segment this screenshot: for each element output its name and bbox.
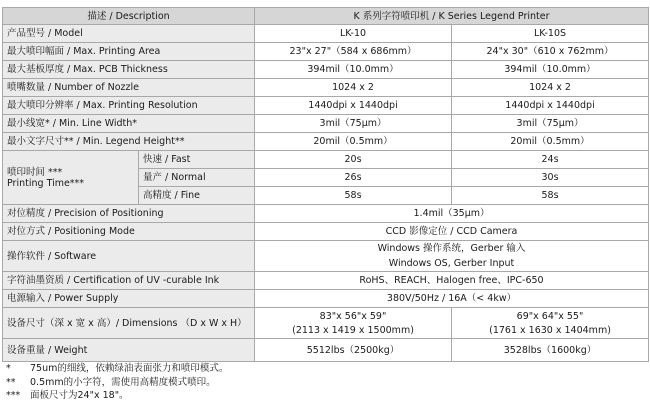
printing-time-label-en: Printing Time*** bbox=[7, 177, 85, 189]
cell-value: 23"x 27"（584 x 686mm） bbox=[255, 43, 452, 61]
table-row bbox=[3, 25, 649, 43]
cell-value: 1024 x 2 bbox=[255, 79, 452, 97]
cell-value: LK-10 bbox=[255, 25, 452, 43]
cell-value: 3mil（75μm） bbox=[255, 115, 452, 133]
sub-label: 高精度 / Fine bbox=[139, 187, 255, 205]
cell-value: 380V/50Hz / 16A（< 4kw） bbox=[255, 290, 649, 308]
printing-time-label-cn: 喷印时间 *** bbox=[7, 166, 63, 178]
cell-value: 24"x 30"（610 x 762mm） bbox=[452, 43, 649, 61]
table-row bbox=[3, 61, 649, 79]
cell-value: 394mil（10.0mm） bbox=[255, 61, 452, 79]
row-label: 喷嘴数量 / Number of Nozzle bbox=[3, 79, 255, 97]
row-label: 操作软件 / Software bbox=[3, 241, 255, 272]
cell-value: 5512lbs（2500kg） bbox=[255, 339, 452, 362]
cell-value bbox=[255, 308, 452, 339]
footnote-mark: *** bbox=[6, 390, 21, 401]
table-row bbox=[3, 151, 649, 169]
cell-value: RoHS、REACH、Halogen free、IPC-650 bbox=[255, 272, 649, 290]
spec-table bbox=[2, 7, 649, 362]
dimensions-a-inch: 83"x 56"x 59" bbox=[319, 310, 387, 322]
row-label: 最大基板厚度 / Max. PCB Thickness bbox=[3, 61, 255, 79]
footnote-mark: ** bbox=[6, 376, 16, 388]
printing-time-label bbox=[3, 151, 139, 205]
footnote bbox=[6, 362, 228, 376]
footnote-text: 面板尺寸为24"x 18"。 bbox=[30, 390, 129, 401]
sub-label: 量产 / Normal bbox=[139, 169, 255, 187]
row-label: 设备尺寸（深 x 宽 x 高）/ Dimensions （D x W x H） bbox=[3, 308, 255, 339]
table-row bbox=[3, 79, 649, 97]
cell-value: 20s bbox=[255, 151, 452, 169]
cell-value bbox=[255, 241, 649, 272]
table-row bbox=[3, 290, 649, 308]
cell-value: 58s bbox=[255, 187, 452, 205]
cell-value: 1.4mil（35μm） bbox=[255, 205, 649, 223]
row-label: 最大喷印幅面 / Max. Printing Area bbox=[3, 43, 255, 61]
row-label: 最大喷印分辨率 / Max. Printing Resolution bbox=[3, 97, 255, 115]
table-row bbox=[3, 205, 649, 223]
row-label: 最小文字尺寸** / Min. Legend Height** bbox=[3, 133, 255, 151]
cell-value: 20mil（0.5mm） bbox=[255, 133, 452, 151]
row-label: 对位精度 / Precision of Positioning bbox=[3, 205, 255, 223]
table-row bbox=[3, 97, 649, 115]
cell-value: 1024 x 2 bbox=[452, 79, 649, 97]
table-row bbox=[3, 308, 649, 339]
row-label: 最小线宽* / Min. Line Width* bbox=[3, 115, 255, 133]
cell-value: 26s bbox=[255, 169, 452, 187]
footnote-text: 75um的细线，依赖绿油表面张力和喷印模式。 bbox=[30, 363, 229, 374]
table-row bbox=[3, 272, 649, 290]
cell-value: 3mil（75μm） bbox=[452, 115, 649, 133]
dimensions-a-mm: (2113 x 1419 x 1500mm) bbox=[292, 324, 414, 336]
table-row bbox=[3, 115, 649, 133]
header-product: K 系列字符喷印机 / K Series Legend Printer bbox=[255, 8, 649, 25]
cell-value: 24s bbox=[452, 151, 649, 169]
cell-value: LK-10S bbox=[452, 25, 649, 43]
footnote bbox=[6, 389, 228, 403]
cell-value: 20mil（0.5mm） bbox=[452, 133, 649, 151]
table-row bbox=[3, 339, 649, 362]
footnote bbox=[6, 376, 228, 390]
row-label: 对位方式 / Positioning Mode bbox=[3, 223, 255, 241]
header-description: 描述 / Description bbox=[3, 8, 255, 25]
row-label: 产品型号 / Model bbox=[3, 25, 255, 43]
row-label: 设备重量 / Weight bbox=[3, 339, 255, 362]
cell-value: 3528lbs（1600kg） bbox=[452, 339, 649, 362]
table-row bbox=[3, 133, 649, 151]
software-line-cn: Windows 操作系统，Gerber 输入 bbox=[377, 243, 526, 254]
cell-value: 1440dpi x 1440dpi bbox=[255, 97, 452, 115]
dimensions-b-inch: 69"x 64"x 55" bbox=[516, 310, 584, 322]
row-label: 电源输入 / Power Supply bbox=[3, 290, 255, 308]
table-row bbox=[3, 223, 649, 241]
cell-value: 1440dpi x 1440dpi bbox=[452, 97, 649, 115]
header-row bbox=[3, 8, 649, 25]
dimensions-b-mm: (1761 x 1630 x 1404mm) bbox=[489, 324, 611, 336]
sub-label: 快速 / Fast bbox=[139, 151, 255, 169]
cell-value: CCD 影像定位 / CCD Camera bbox=[255, 223, 649, 241]
software-line-en: Windows OS, Gerber Input bbox=[388, 258, 515, 269]
cell-value: 394mil（10.0mm） bbox=[452, 61, 649, 79]
table-row bbox=[3, 43, 649, 61]
footnote-mark: * bbox=[6, 363, 11, 374]
cell-value: 30s bbox=[452, 169, 649, 187]
row-label: 字符油墨资质 / Certification of UV -curable Ink bbox=[3, 272, 255, 290]
cell-value bbox=[452, 308, 649, 339]
table-row bbox=[3, 241, 649, 272]
cell-value: 58s bbox=[452, 187, 649, 205]
footnotes bbox=[6, 362, 228, 403]
footnote-text: 0.5mm的小字符，需使用高精度模式喷印。 bbox=[30, 376, 216, 388]
